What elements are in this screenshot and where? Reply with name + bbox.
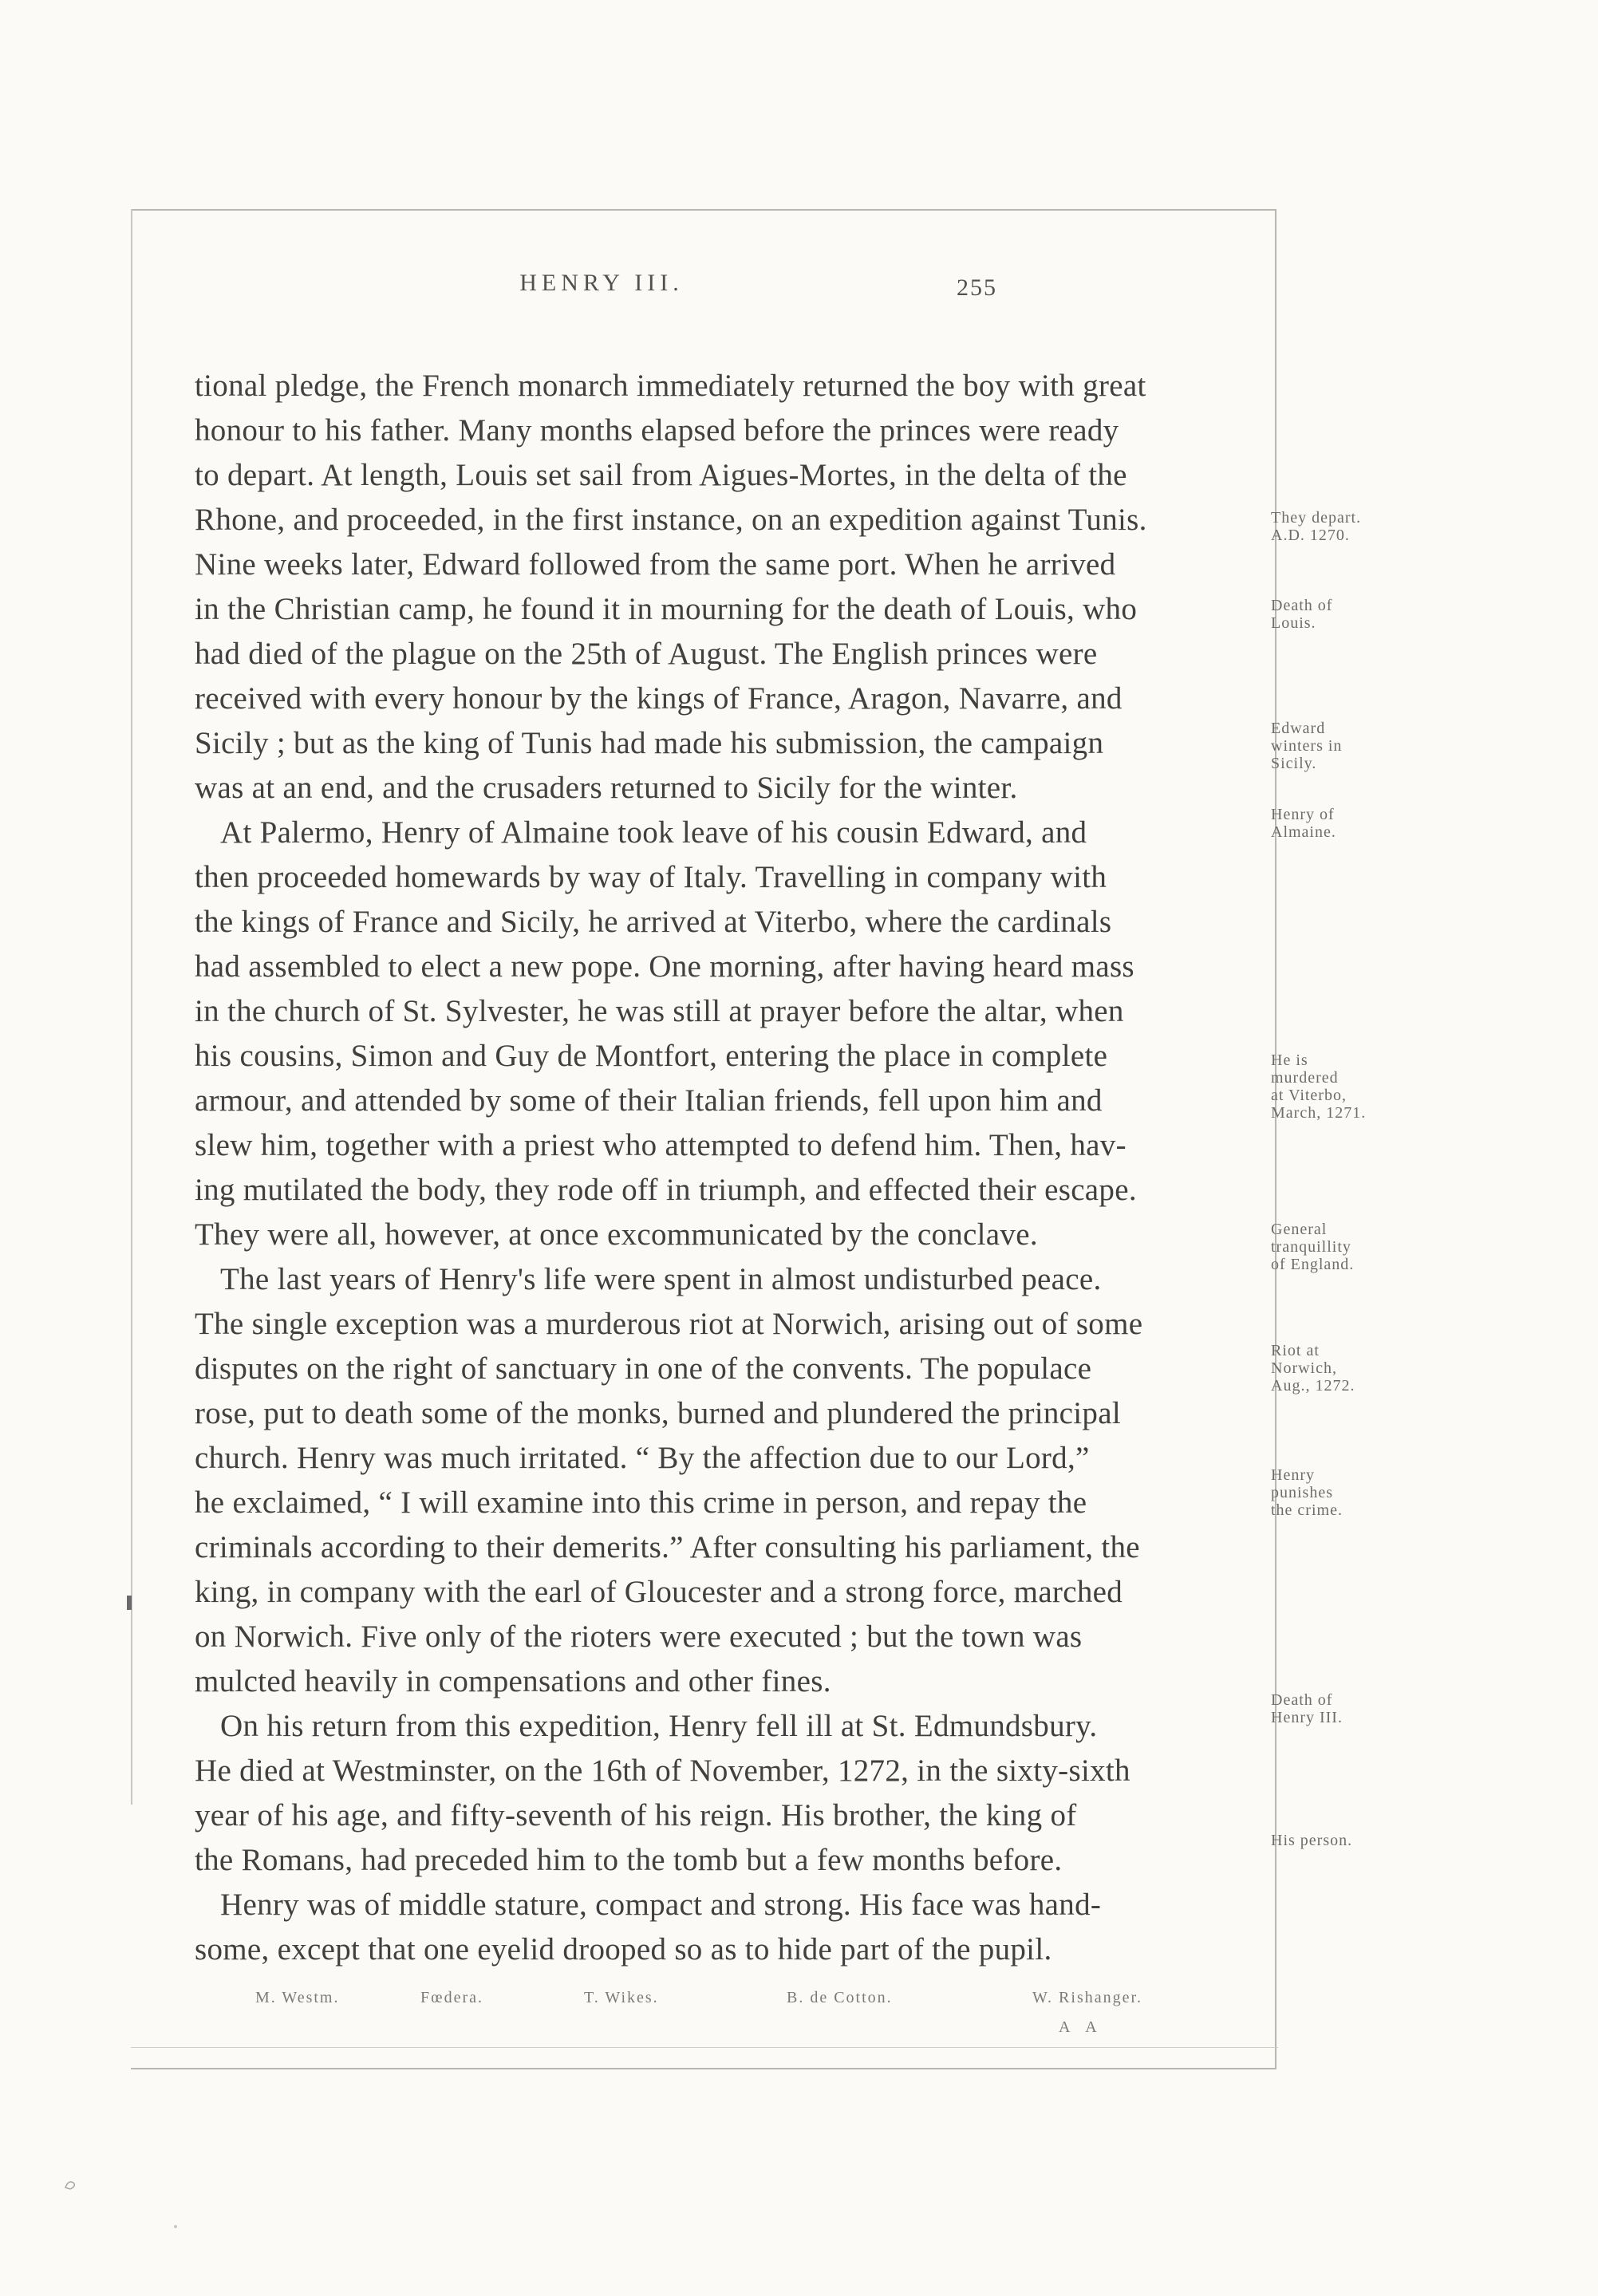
page-header: [195, 270, 1232, 318]
text-line: Nine weeks later, Edward followed from the same port. When he arrived: [195, 547, 1116, 582]
margin-note-line: Aug., 1272.: [1271, 1377, 1355, 1395]
text-line: They were all, however, at once excommunicated by the conclave.: [195, 1217, 1038, 1252]
text-line: The single exception was a murderous riot at Norwich, arising out of some: [195, 1307, 1143, 1341]
margin-note: [1271, 1342, 1430, 1395]
body-text: [195, 364, 1208, 1972]
footnote-citation: Fœdera.: [420, 1989, 483, 2006]
text-line: was at an end, and the crusaders returned to Sicily for the winter.: [195, 771, 1018, 805]
text-line: At Palermo, Henry of Almaine took leave of his cousin Edward, and: [220, 815, 1087, 850]
text-line: Sicily ; but as the king of Tunis had made his submission, the campaign: [195, 726, 1104, 760]
text-line: mulcted heavily in compensations and other fines.: [195, 1664, 831, 1698]
margin-note-line: at Viterbo,: [1271, 1087, 1347, 1104]
margin-note-line: They depart.: [1271, 509, 1362, 527]
text-line: received with every honour by the kings of France, Aragon, Navarre, and: [195, 681, 1123, 716]
margin-note-line: He is: [1271, 1051, 1308, 1069]
margin-note: [1271, 1832, 1430, 1849]
text-line: year of his age, and fifty-seventh of his reign. His brother, the king of: [195, 1798, 1077, 1832]
margin-note-line: punishes: [1271, 1484, 1333, 1501]
margin-note: [1271, 509, 1430, 544]
text-line: honour to his father. Many months elapsed before the princes were ready: [195, 413, 1119, 448]
margin-note-line: murdered: [1271, 1069, 1339, 1087]
text-line: slew him, together with a priest who attempted to defend him. Then, hav-: [195, 1128, 1126, 1162]
text-line: had died of the plague on the 25th of August. The English princes were: [195, 637, 1098, 671]
text-line: rose, put to death some of the monks, burned and plundered the principal: [195, 1396, 1121, 1430]
frame-left-rule: [131, 209, 132, 1805]
margin-note: [1271, 806, 1430, 841]
text-line: the Romans, had preceded him to the tomb but a few months before.: [195, 1843, 1063, 1877]
margin-note: [1271, 720, 1430, 772]
margin-note-line: Edward: [1271, 720, 1326, 737]
text-line: in the Christian camp, he found it in mourning for the death of Louis, who: [195, 592, 1138, 626]
margin-note-line: Henry of: [1271, 806, 1335, 823]
text-line: some, except that one eyelid drooped so as to hide part of the pupil.: [195, 1932, 1052, 1967]
text-line: tional pledge, the French monarch immediately returned the boy with great: [195, 369, 1146, 403]
margin-note: [1271, 1691, 1430, 1726]
margin-note: [1271, 1221, 1430, 1273]
text-line: He died at Westminster, on the 16th of November, 1272, in the sixty-sixth: [195, 1754, 1130, 1788]
running-head: HENRY III.: [519, 270, 684, 296]
margin-note: [1271, 1051, 1430, 1122]
text-line: he exclaimed, “ I will examine into this crime in person, and repay the: [195, 1485, 1087, 1520]
margin-note-line: the crime.: [1271, 1501, 1343, 1519]
margin-note-line: winters in: [1271, 737, 1343, 755]
margin-note-line: of England.: [1271, 1256, 1355, 1273]
page-number: 255: [957, 274, 997, 301]
margin-note-line: Henry III.: [1271, 1709, 1343, 1726]
margin-note-line: Riot at: [1271, 1342, 1320, 1359]
text-line: to depart. At length, Louis set sail from Aigues-Mortes, in the delta of the: [195, 458, 1127, 492]
margin-note: [1271, 597, 1430, 632]
text-line: on Norwich. Five only of the rioters were executed ; but the town was: [195, 1619, 1083, 1654]
margin-note-line: Henry: [1271, 1466, 1315, 1484]
margin-note: [1271, 1466, 1430, 1519]
footnote-citation: W. Rishanger.: [1032, 1989, 1143, 2006]
margin-note-line: Norwich,: [1271, 1359, 1337, 1377]
text-line: then proceeded homewards by way of Italy. Travelling in company with: [195, 860, 1107, 894]
margin-note-line: Death of: [1271, 597, 1333, 614]
margin-note-line: tranquillity: [1271, 1238, 1351, 1256]
text-line: church. Henry was much irritated. “ By the affection due to our Lord,”: [195, 1441, 1090, 1475]
footnote-citation: B. de Cotton.: [787, 1989, 893, 2006]
text-line: Rhone, and proceeded, in the first instance, on an expedition against Tunis.: [195, 503, 1147, 537]
footnote-citation: T. Wikes.: [584, 1989, 659, 2006]
margin-note-line: Louis.: [1271, 614, 1316, 632]
margin-note-line: General: [1271, 1221, 1328, 1238]
text-line: his cousins, Simon and Guy de Montfort, entering the place in complete: [195, 1039, 1108, 1073]
margin-note-line: Death of: [1271, 1691, 1333, 1709]
frame-bottom-rule: [131, 2047, 1278, 2048]
text-line: The last years of Henry's life were spent in almost undisturbed peace.: [220, 1262, 1102, 1296]
binding-mark: [127, 1596, 132, 1610]
text-line: criminals according to their demerits.” After consulting his parliament, the: [195, 1530, 1140, 1564]
text-line: Henry was of middle stature, compact and strong. His face was hand-: [220, 1888, 1102, 1922]
stain-mark-icon: [62, 2176, 78, 2192]
footnote-citation: M. Westm.: [255, 1989, 340, 2006]
text-line: king, in company with the earl of Gloucester and a strong force, marched: [195, 1575, 1123, 1609]
footnotes: [195, 1989, 1232, 2021]
margin-note-line: Sicily.: [1271, 755, 1317, 772]
margin-note-line: A.D. 1270.: [1271, 527, 1350, 544]
text-line: in the church of St. Sylvester, he was still at prayer before the altar, when: [195, 994, 1124, 1028]
text-line: the kings of France and Sicily, he arrived at Viterbo, where the cardinals: [195, 905, 1112, 939]
margin-note-line: His person.: [1271, 1832, 1353, 1849]
margin-note-line: March, 1271.: [1271, 1104, 1367, 1122]
text-line: ing mutilated the body, they rode off in triumph, and effected their escape.: [195, 1173, 1137, 1207]
text-line: On his return from this expedition, Henry fell ill at St. Edmundsbury.: [220, 1709, 1098, 1743]
text-line: disputes on the right of sanctuary in one of the convents. The populace: [195, 1351, 1092, 1386]
margin-note-line: Almaine.: [1271, 823, 1336, 841]
text-line: armour, and attended by some of their Italian friends, fell upon him and: [195, 1083, 1103, 1118]
text-line: had assembled to elect a new pope. One morning, after having heard mass: [195, 949, 1134, 984]
printer-signature-mark: A A: [1059, 2018, 1103, 2036]
paper-speck: [174, 2225, 177, 2228]
